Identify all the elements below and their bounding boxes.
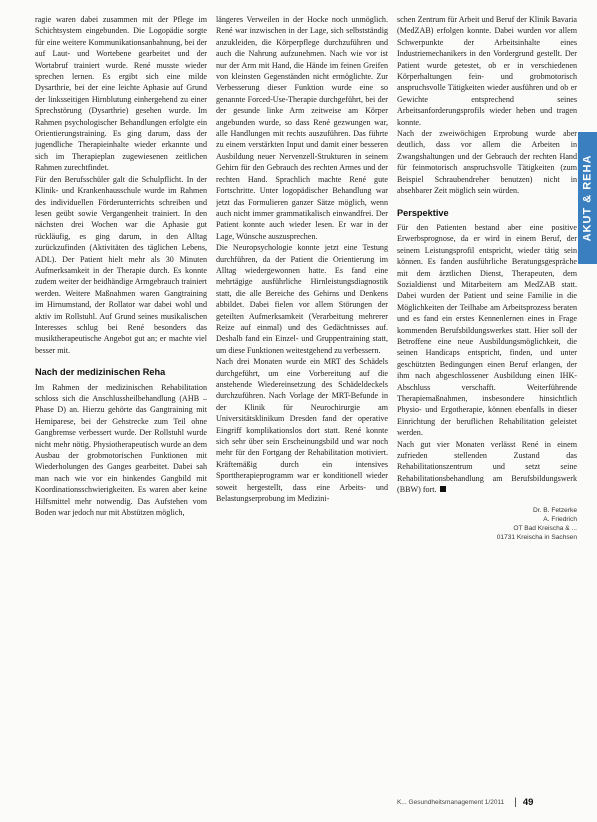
text-column-2	[216, 14, 388, 806]
author-name: Dr. B. Fetzerke	[533, 506, 577, 514]
page-number: 49	[522, 796, 534, 808]
author-name: A. Friedrich	[543, 515, 577, 523]
journal-name: K... Gesundheitsmanagement 1/2011	[397, 798, 505, 806]
paragraph-final-text: Nach gut vier Monaten verlässt René in einem zufrieden stellenden Zustand das Rehabilitationszentrum und setzt seine Rehabilitationsbehandlung am Berufsbildungswerk (BBW) fort.	[397, 439, 577, 495]
paragraph-final	[397, 439, 577, 496]
footer-separator: |	[514, 796, 517, 808]
section-heading: Perspektive	[397, 207, 449, 218]
section-side-tab	[578, 132, 597, 264]
text-column-1	[35, 14, 207, 806]
paragraph: Für den Patienten bestand aber eine positive Erwerbsprognose, da er wird in einem Beruf, der seinem Leistungsprofil entspricht, wieder tätig sein können. Es fanden ausführliche Beratungsgespräche mit dem ärztlichen Dienst, Therapeuten, dem Sozialdienst und Mitarbeitern am MedZAB statt. Dabei wurden der Patient und seine Familie in die Möglichkeiten der Teilhabe am Arbeitsprozess beraten und es fand ein erstes Kennenlernen eines in Frage kommenden Berufsbildungswerkes statt. Hier soll der Betroffene eine neue Ausbildungsmöglichkeit, die seinen Handicaps entspricht, finden, und unter geschützten Bedingungen einen Beruf erlangen, der ihm nach abgeschlossener Ausbildung einen IHK-Abschluss verschafft. Weiterführende Therapiemaßnahmen, insbesondere hinsichtlich Physio- und Ergotherapie, können ebenfalls in dieser Einrichtung der beruflichen Rehabilitation geleistet werden.	[397, 222, 577, 438]
text-column-3	[397, 14, 577, 774]
section-heading: Nach der medizinischen Reha	[35, 367, 166, 378]
author-address: 01731 Kreischa in Sachsen	[496, 533, 577, 541]
paragraph: Nach drei Monaten wurde ein MRT des Schädels durchgeführt, um eine Vorbereitung auf die anstehende Wiedereinsetzung des Schädeldeckels durchzuführen. Nach Vorlage der MRT-Befunde in der Klinik für Neurochirurgie am Universitätsklinikum Dresden fand der operative Eingriff komplikationslos dort statt. René konnte sich sehr über sein Erscheinungsbild und war noch mehr für den Fortgang der Rehabilitation motiviert. Kräftemäßig durch ein intensives Sporttherapieprogramm war er konditionell wieder soweit hergestellt, dass eine Arbeits- und Belastungserprobung im Medizini-	[216, 357, 388, 504]
author-affiliation: OT Bad Kreischa & ...	[513, 524, 577, 532]
page-footer	[397, 795, 577, 809]
paragraph: Im Rahmen der medizinischen Rehabilitation schloss sich die Anschlussheilbehandlung (AHB – Phase D) an. Hierzu gehörte das Gangtraining mit Hemiparese, bei der Gehstrecke zum Teil ohne Gangbremse verbessert wurde. Der Rollstuhl wurde nicht mehr nötig. Physiotherapeutisch wurde an dem Ausbau der grobmotorischen Funktionen mit Wiederholungen des Ganges gearbeitet. Dabei sah man nach wie vor ein hinkendes Gangbild mit Koordinationsschwierigkeiten. Es waren aber keine Hilfsmittel mehr notwendig. Das Aufstehen vom Boden war jedoch nur mit Abstützen möglich,	[35, 382, 207, 518]
paragraph: längeres Verweilen in der Hocke noch unmöglich. René war inzwischen in der Lage, sich selbstständig anzukleiden, die Körperpflege durchzuführen und auch die Nahrung aufzunehmen. Nach wie vor ist nur der Arm mit Hand, die Hände im feinen Greifen von kleinsten Gegenständen nicht ermöglichte. Zur Verbesserung dieser Funktion wurde eine so genannte Forced-Use-Therapie durchgeführt, bei der der gesunde linke Arm zeitweise am Körper angebunden wurde, so dass René gezwungen war, alle Handlungen mit rechts auszuführen. Das führte zu einem verstärkten Input und damit einer besseren Ausbildung neuer Nervenzell-Strukturen in seinem Gehirn für den Gebrauch des rechten Armes und der rechten Hand. Sprachlich machte René gute Fortschritte. Unter logopädischer Behandlung war jetzt das Formulieren ganzer Sätze möglich, wenn auch nicht immer grammatikalisch einwandfrei. Der Patient konnte auch wieder lesen. Er war in der Lage, Wünsche auszusprechen.	[216, 15, 388, 241]
paragraph: Nach der zweiwöchigen Erprobung wurde aber deutlich, dass vor allem die Arbeiten in Zwangshaltungen und der Gebrauch der rechten Hand für feinmotorisch anspruchsvolle Tätigkeiten (zum Beispiel Schraubendreher benutzen) nicht in absehbarer Zeit möglich sein würden.	[397, 129, 577, 196]
author-signature	[397, 506, 577, 542]
side-tab-label: AKUT & REHA	[581, 154, 594, 242]
paragraph: schen Zentrum für Arbeit und Beruf der Klinik Bavaria (MedZAB) erfolgen konnte. Dabei wurden vor allem Schwerpunkte der Arbeitsinhalte eines Industriemechanikers in den Vordergrund gestellt. Der Patient wurde getestet, ob er in verschiedenen Körperhaltungen fein- und grobmotorisch anspruchsvolle Tätigkeiten wieder ausführen und ob er Gewichte entsprechend seines Arbeitsanforderungsprofils wieder heben und tragen konnte.	[397, 15, 577, 127]
paragraph: Die Neuropsychologie konnte jetzt eine Testung durchführen, da der Patient die Orientierung im Alltag wiedergewonnen hatte. Es fand eine mehrtägige ausführliche Hirnleistungsdiagnostik statt, die alle Bereiche des Gehirns und Denkens abbildet. Dabei fielen vor allem Störungen der geteilten Aufmerksamkeit (Verarbeitung mehrerer Reize auf einmal) und des Gedächtnisses auf. Deshalb fand ein Einzel- und Gruppentraining statt, um diese Funktionen weitestgehend zu verbessern.	[216, 243, 388, 355]
paragraph: Für den Berufsschüler galt die Schulpflicht. In der Klinik- und Krankenhausschule wurde im Rahmen des individuellen Förderunterrichts schreiben und lesen geübt sowie Vergangenheit trainiert. In den nächsten drei Wochen war die Aphasie gut rückläufig, es ging darum, in den Alltag zurückzufinden (Aktivitäten des täglichen Lebens, ADL). Der Patient hielt mehr als 30 Minuten Aufmerksamkeit in der Therapie durch. Es konnte zudem weiter der beidhändige Armgebrauch trainiert werden. Weitere Maßnahmen waren Gangtraining im Hirnumstand, der Rollator war dabei wohl und aktiv im Rollstuhl. Auf Grund seines musikalischen Interesses schlug bei René besonders das musiktherapeutische Angebot gut an; er machte viel besser mit.	[35, 174, 207, 355]
end-mark-square	[440, 486, 446, 492]
paragraph: ragie waren dabei zusammen mit der Pflege im Schichtsystem eingebunden. Die Logopädie sorgte für eine weitere Kommunikationsanbahnung, bei der auf Laut- und Wortebene gearbeitet und der Wortabruf trainiert wurde. René musste wieder sprechen lernen. Es ergibt sich eine milde Dysarthrie, bei der eine leichte Aphasie auf Grund der linksseitigen Hirnblutung einhergehend zu einer Sprechstörung (Dysarthrie) gesehen wurde. Im Rahmen psychologischer Behandlungen erfolgte ein Orientierungstraining. Es ging darum, dass der jugendliche Therapieinhalte wieder erkannte und sich im Therapieplan zugewiesenen zeitlichen Rahmen zurechtfindet.	[35, 15, 207, 173]
